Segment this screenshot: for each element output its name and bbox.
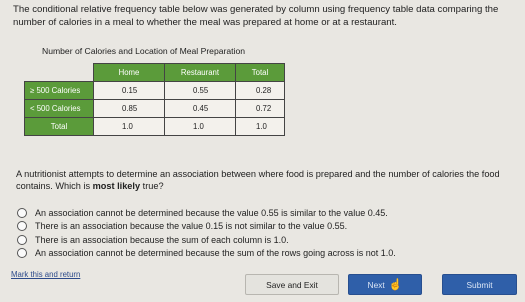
choice-label: There is an association because the value 0.15 is not similar to the value 0.55. [35,221,348,232]
table-title: Number of Calories and Location of Meal Preparation [42,46,246,56]
table-corner-cell [25,64,94,82]
question-end: true? [140,181,164,191]
save-and-exit-button[interactable]: Save and Exit [245,274,339,295]
row-header: Total [25,118,94,136]
table-cell: 0.55 [165,82,236,100]
table-row [25,100,285,118]
radio-button[interactable] [17,235,27,245]
row-header: < 500 Calories [25,100,94,118]
submit-button[interactable]: Submit [442,274,517,295]
table-row [25,118,285,136]
table-cell: 0.72 [236,100,285,118]
radio-button[interactable] [17,248,27,258]
next-button-label: Next [367,279,385,290]
answer-choice-2[interactable] [17,220,396,234]
question-text: A nutritionist attempts to determine an association between where food is prepared and the number of calories the food contains. Which is [16,169,500,191]
next-button[interactable] [348,274,422,295]
table-cell: 0.85 [94,100,165,118]
answer-choice-1[interactable] [17,206,396,220]
table-cell: 1.0 [94,118,165,136]
table-header-row [25,64,285,82]
table-cell: 0.15 [94,82,165,100]
radio-button[interactable] [17,221,27,231]
radio-button[interactable] [17,208,27,218]
mark-and-return-link[interactable]: Mark this and return [11,270,81,279]
answer-choices [17,206,396,260]
column-header-total: Total [236,64,285,82]
table-cell: 0.45 [165,100,236,118]
column-header-home: Home [94,64,165,82]
table-cell: 0.28 [236,82,285,100]
question-prompt [16,168,516,192]
choice-label: An association cannot be determined because the value 0.55 is similar to the value 0.45. [35,207,388,218]
table-cell: 1.0 [165,118,236,136]
answer-choice-3[interactable] [17,233,396,247]
table-row [25,82,285,100]
pointer-hand-icon: ☝ [388,279,403,291]
footer-bar [0,264,525,302]
choice-label: There is an association because the sum of each column is 1.0. [35,234,289,245]
question-intro: The conditional relative frequency table below was generated by column using frequency table data comparing the number of calories in a meal to whether the meal was prepared at home or at a restaurant. [13,4,499,28]
choice-label: An association cannot be determined because the sum of the rows going across is not 1.0. [35,248,396,259]
frequency-table [24,63,285,136]
question-emphasis: most likely [92,181,141,191]
table-cell: 1.0 [236,118,285,136]
answer-choice-4[interactable] [17,247,396,261]
column-header-restaurant: Restaurant [165,64,236,82]
row-header: ≥ 500 Calories [25,82,94,100]
